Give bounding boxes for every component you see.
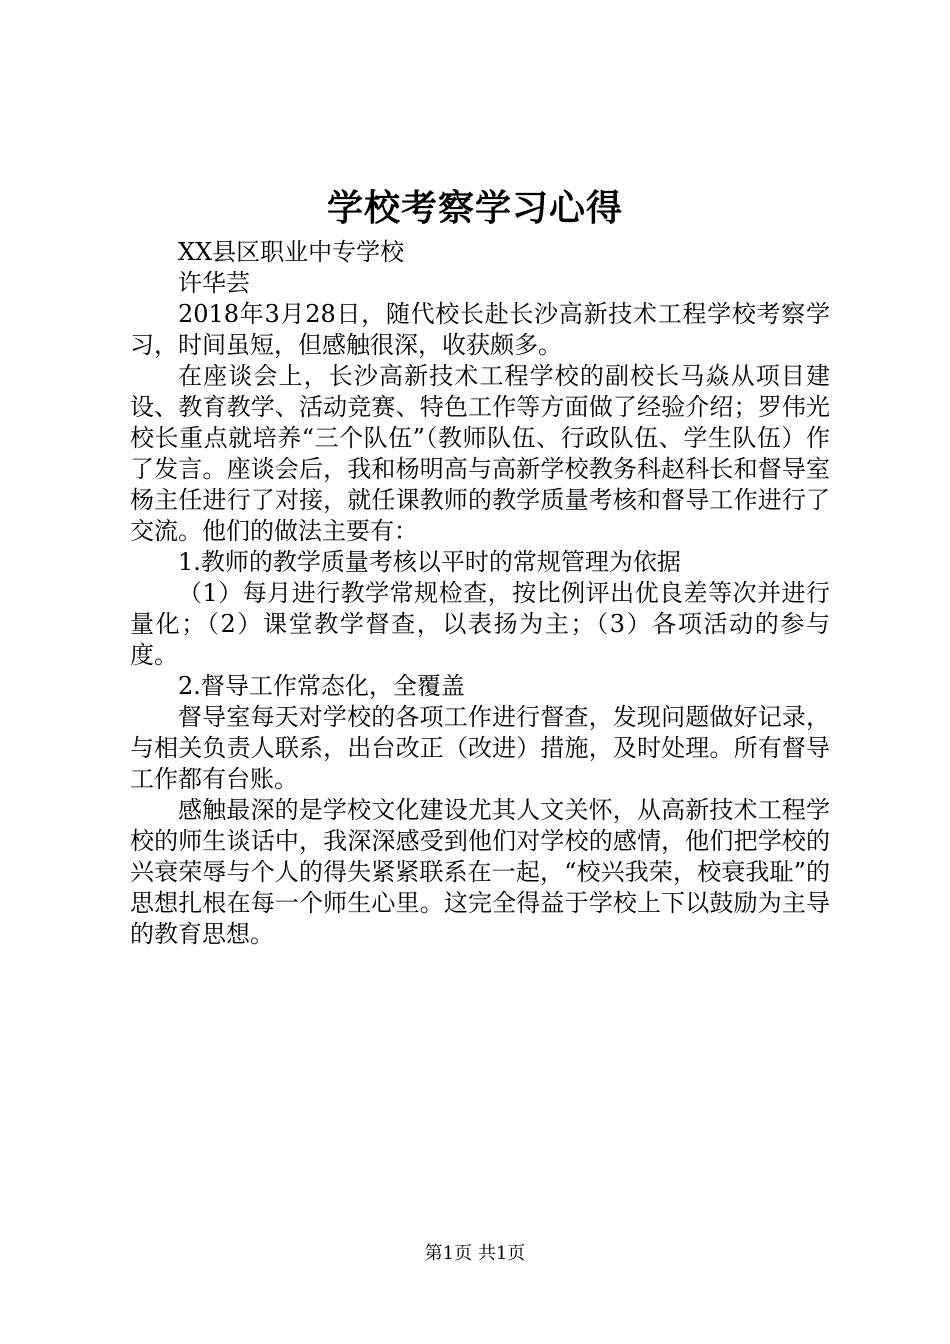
page-number: 第1页 共1页 — [424, 1243, 526, 1264]
page-title: 学校考察学习心得 — [326, 187, 623, 229]
school-name: XX县区职业中专学校 — [178, 238, 405, 266]
paragraph: 在座谈会上，长沙高新技术工程学校的副校长马焱从项目建设、教育教学、活动竞赛、特色工作等方面做了经验介绍；罗伟光校长重点就培养“三个队伍”（教师队伍、行政队伍、学生队伍）作了发言。座谈会后，我和杨明高与高新学校教务科赵科长和督导室杨主任进行了对接，就任课教师的教学质量考核和督导工作进行了交流。他们的做法主要有： — [130, 362, 830, 545]
paragraph: 督导室每天对学校的各项工作进行督查，发现问题做好记录，与相关负责人联系，出台改正（改进）措施，及时处理。所有督导工作都有台账。 — [130, 703, 830, 793]
paragraph: 感触最深的是学校文化建设尤其人文关怀，从高新技术工程学校的师生谈话中，我深深感受到他们对学校的感情，他们把学校的兴衰荣辱与个人的得失紧紧联系在一起，“校兴我荣，校衰我耻”的思想扎根在每一个师生心里。这完全得益于学校上下以鼓励为主导的教育思想。 — [130, 796, 830, 948]
document-body — [130, 237, 830, 950]
paragraph: 2018年3月28日，随代校长赴长沙高新技术工程学校考察学习，时间虽短，但感触很深，收获颇多。 — [130, 300, 830, 359]
section-heading: 1.教师的教学质量考核以平时的常规管理为依据 — [178, 548, 681, 576]
paragraph: （1）每月进行教学常规检查，按比例评出优良差等次并进行量化；（2）课堂教学督查，以表扬为主；（3）各项活动的参与度。 — [130, 579, 830, 669]
section-heading: 2.督导工作常态化，全覆盖 — [178, 672, 465, 700]
author-name: 许华芸 — [178, 269, 250, 297]
